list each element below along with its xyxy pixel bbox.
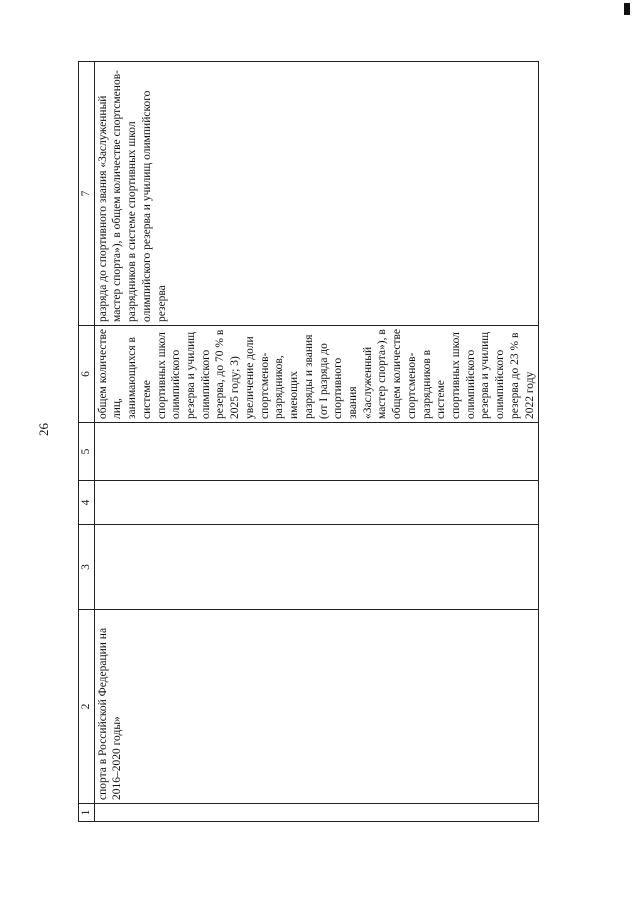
header-cell-2: 2	[79, 610, 95, 804]
cell-col5	[94, 423, 539, 481]
table-header-row	[79, 62, 95, 822]
cell-number	[94, 804, 539, 822]
cell-indicators: разряда до спортивного звания «Заслуженный мастер спорта»), в общем количестве спортсменов-разрядников в системе спортивных школ олимпийского резерва и училищ олимпийского резерва	[94, 62, 539, 326]
rotated-table-container	[78, 62, 536, 822]
header-cell-6: 6	[79, 326, 95, 423]
header-cell-5: 5	[79, 423, 95, 481]
header-cell-3: 3	[79, 525, 95, 610]
header-cell-1: 1	[79, 804, 95, 822]
cell-targets: общем количестве лиц, занимающихся в системе спортивных школ олимпийского резерва и училищ олимпийского резерва, до 70 % в 2025 году; 3) увеличение доли спортсменов-разрядников, имеющих разряды и звания (от I разряда до спортивного звания «Заслуженный мастер спорта»), в общем количестве спортсменов-разрядников в системе спортивных школ олимпийского резерва и училищ олимпийского резерва до 23 % в 2022 году	[94, 326, 539, 423]
document-table	[78, 61, 539, 822]
cell-col4	[94, 481, 539, 525]
table-row	[94, 62, 539, 822]
page-number: 26	[36, 423, 51, 436]
scan-corner-mark	[624, 3, 630, 15]
header-cell-7: 7	[79, 62, 95, 326]
cell-program-name: спорта в Российской Федерации на 2016–2020 годы»	[94, 610, 539, 804]
cell-col3	[94, 525, 539, 610]
header-cell-4: 4	[79, 481, 95, 525]
